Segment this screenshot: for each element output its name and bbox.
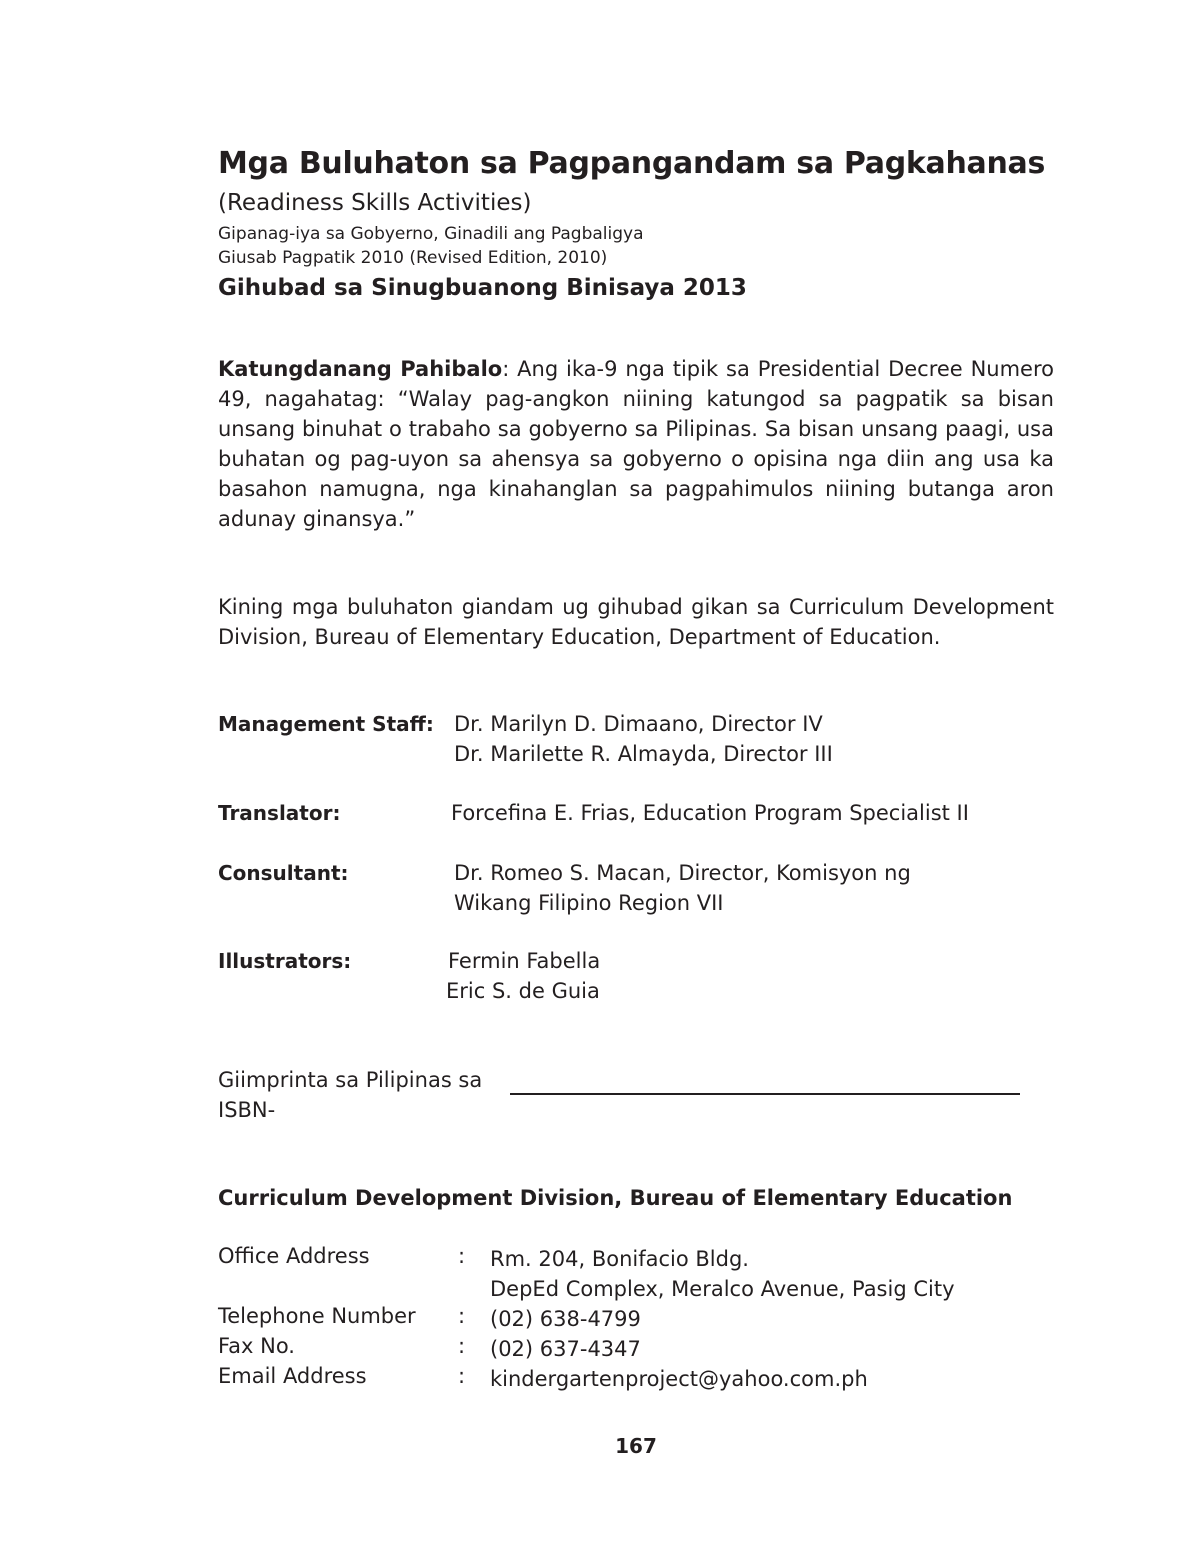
telephone-value: (02) 638-4799 — [490, 1307, 641, 1331]
management-staff-2: Dr. Marilette R. Almayda, Director III — [454, 741, 833, 766]
page-title: Mga Buluhaton sa Pagpangandam sa Pagkahanas — [218, 146, 1046, 181]
illustrators-label: Illustrators: — [218, 949, 352, 973]
management-staff-1: Dr. Marilyn D. Dimaano, Director IV — [454, 712, 823, 736]
consultant-label: Consultant: — [218, 861, 349, 885]
ownership-line: Gipanag-iya sa Gobyerno, Ginadili ang Pagbaligya — [218, 224, 644, 244]
fax-label: Fax No. — [218, 1334, 295, 1358]
consultant-line-1: Dr. Romeo S. Macan, Director, Komisyon ng — [454, 861, 911, 885]
fax-value: (02) 637-4347 — [490, 1337, 641, 1361]
document-page — [218, 0, 1058, 1564]
translation-heading: Gihubad sa Sinugbuanong Binisaya 2013 — [218, 275, 747, 301]
email-value: kindergartenproject@yahoo.com.ph — [490, 1367, 868, 1391]
illustrator-2: Eric S. de Guia — [446, 978, 600, 1003]
prepared-by-paragraph: Kining mga buluhaton giandam ug gihubad gikan sa Curriculum Development Division, Bureau of Elementary Education, Department of Education. — [218, 595, 1054, 649]
email-colon: : — [458, 1364, 466, 1388]
printed-in-label: Giimprinta sa Pilipinas sa — [218, 1068, 483, 1092]
isbn-label: ISBN- — [218, 1098, 276, 1122]
office-address-line-2: DepEd Complex, Meralco Avenue, Pasig City — [490, 1277, 955, 1301]
illustrators — [448, 947, 600, 1006]
office-address-label: Office Address — [218, 1244, 370, 1268]
copyright-notice — [218, 354, 1054, 534]
management-staff — [454, 710, 833, 769]
office-heading: Curriculum Development Division, Bureau of Elementary Education — [218, 1186, 1013, 1210]
consultant — [454, 859, 911, 918]
translator-label: Translator: — [218, 801, 341, 825]
management-label: Management Staff: — [218, 712, 434, 736]
fax-colon: : — [458, 1334, 466, 1358]
printed-date-blank-line — [510, 1093, 1020, 1095]
office-address-colon: : — [458, 1244, 466, 1268]
edition-line: Giusab Pagpatik 2010 (Revised Edition, 2010) — [218, 248, 608, 268]
notice-text: : Ang ika-9 nga tipik sa Presidential Decree Numero 49, nagahatag: “Walay pag-angkon niining katungod sa pagpatik sa bisan unsang binuhat o trabaho sa gobyerno sa Pilipinas. Sa bisan unsang paagi, usa buhatan og pag-uyon sa ahensya sa gobyerno o opisina nga diin ang usa ka basahon namugna, nga kinahanglan sa pagpahimulos niining butanga aron adunay ginansya.” — [218, 357, 1055, 531]
page-subtitle: (Readiness Skills Activities) — [218, 190, 532, 216]
translator-name: Forcefina E. Frias, Education Program Specialist II — [451, 801, 969, 825]
illustrator-1: Fermin Fabella — [448, 949, 601, 973]
notice-label: Katungdanang Pahibalo — [218, 357, 503, 381]
consultant-line-2: Wikang Filipino Region VII — [454, 890, 724, 915]
telephone-colon: : — [458, 1304, 466, 1328]
email-label: Email Address — [218, 1364, 367, 1388]
page-number: 167 — [615, 1434, 657, 1458]
office-address — [490, 1244, 955, 1304]
office-address-line-1: Rm. 204, Bonifacio Bldg. — [490, 1247, 749, 1271]
telephone-label: Telephone Number — [218, 1304, 416, 1328]
